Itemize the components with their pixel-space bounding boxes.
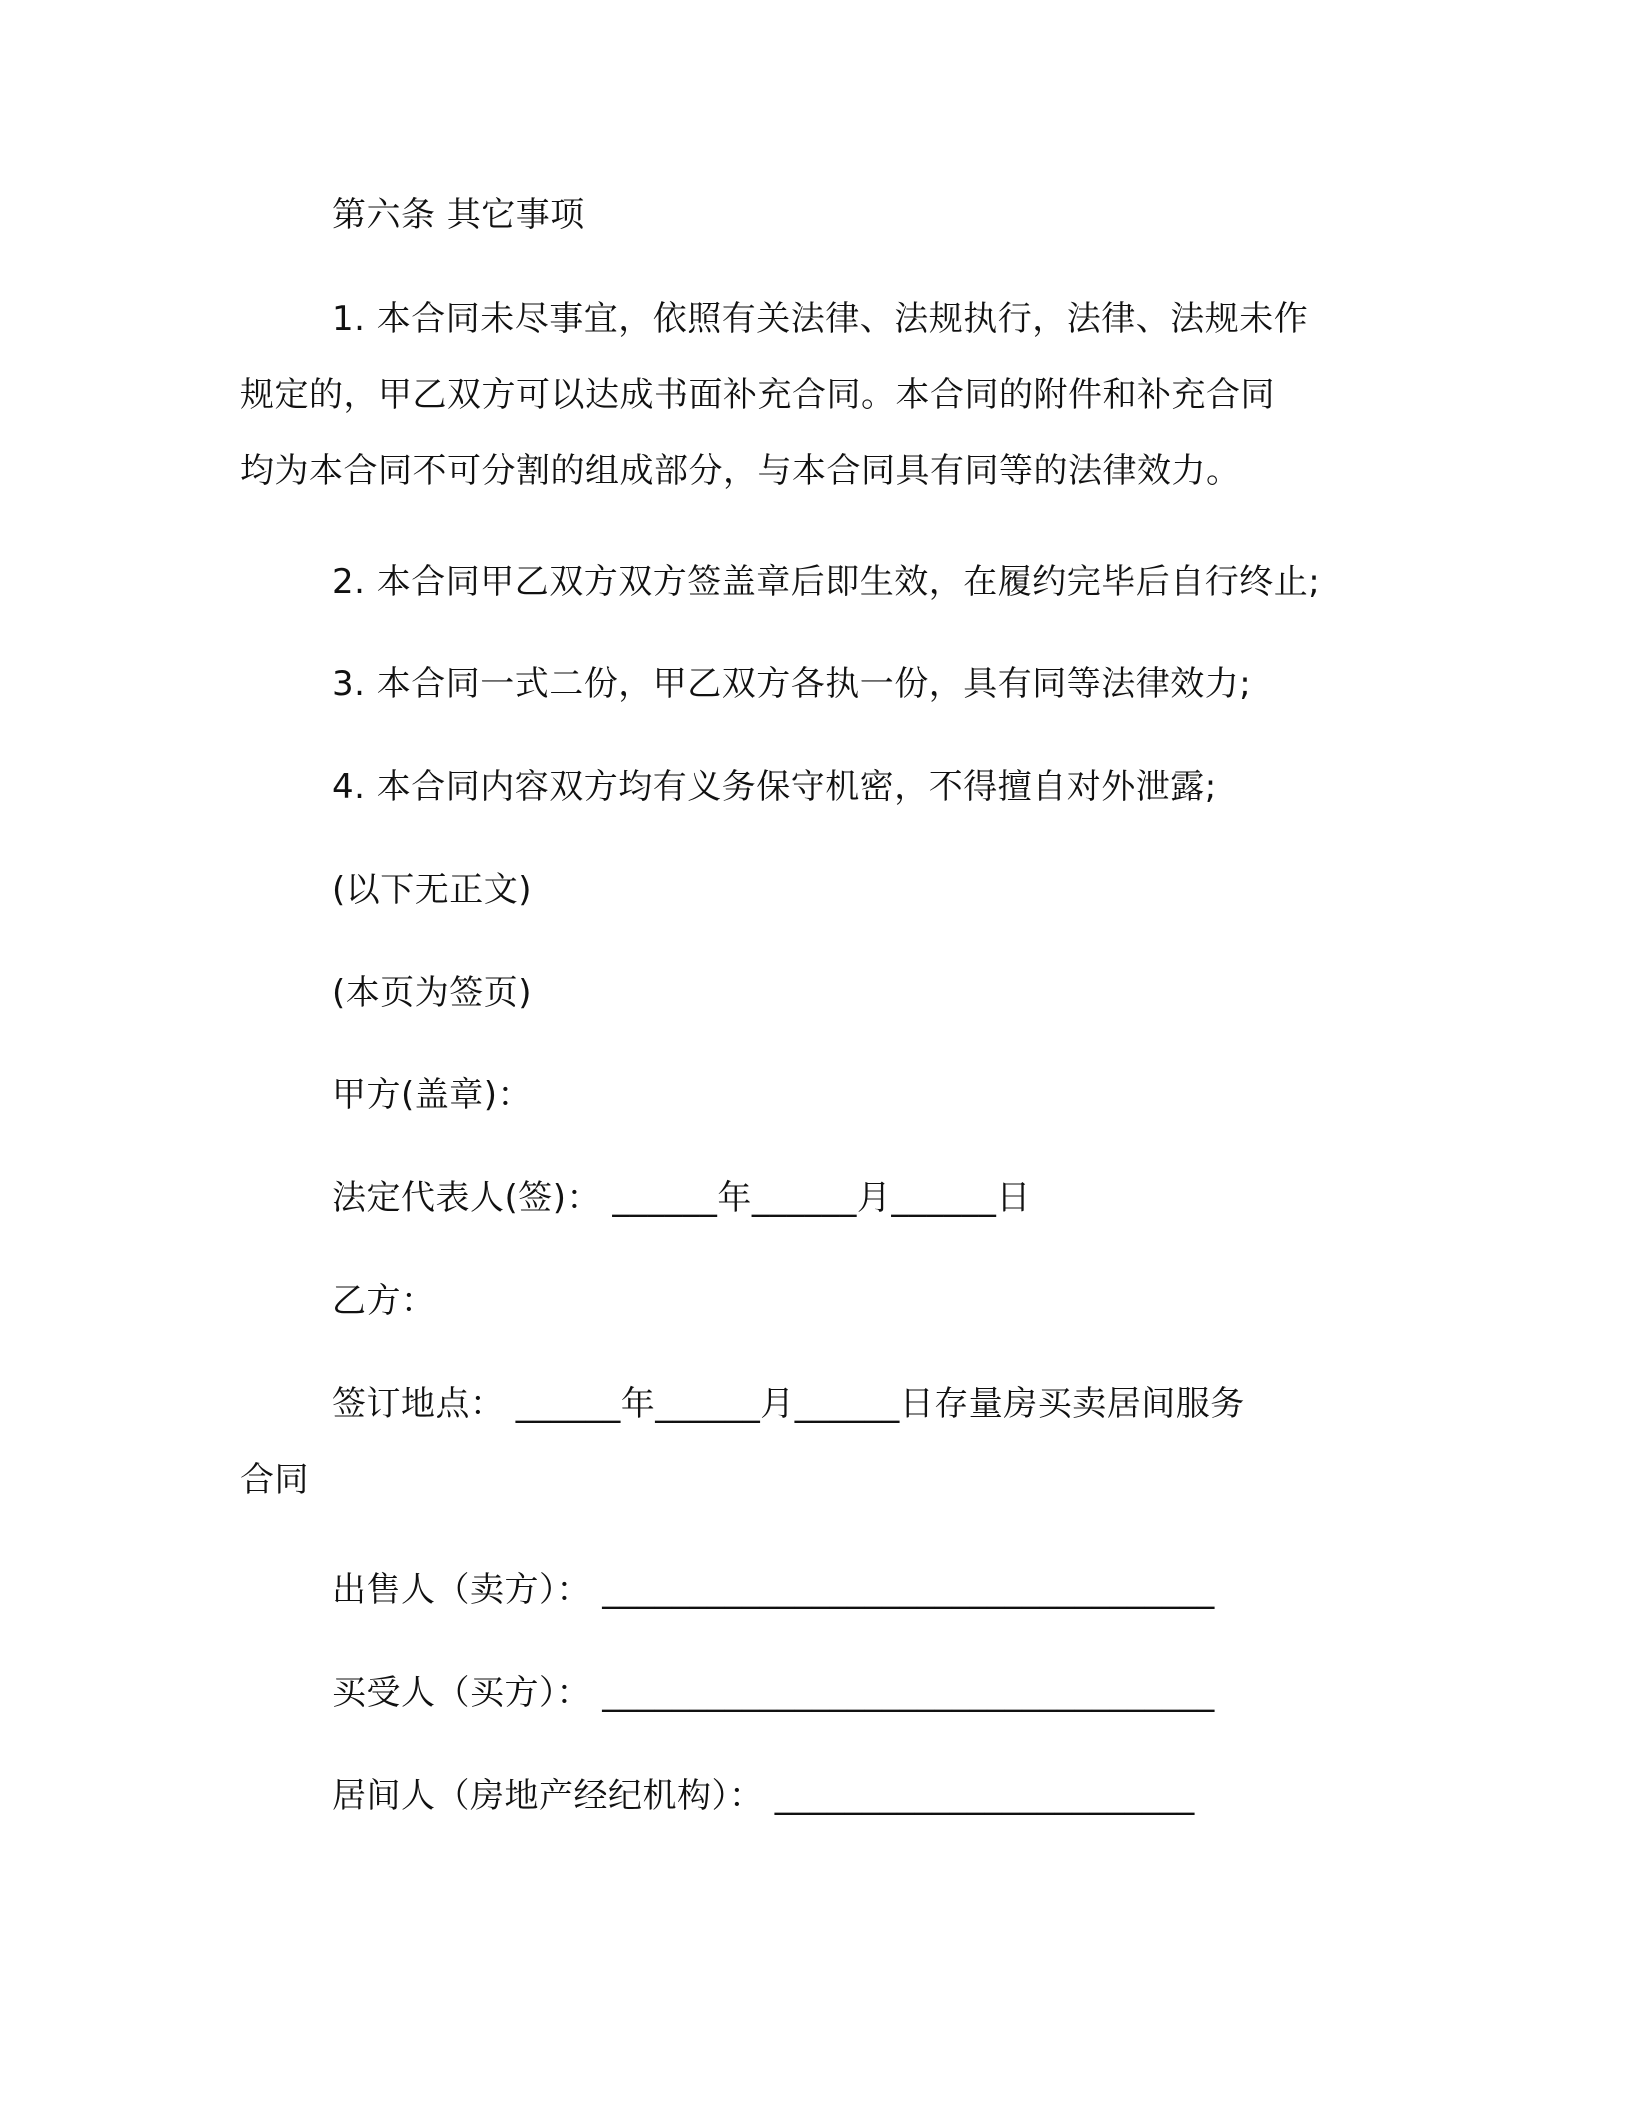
seller-line: 出售人（卖方）： ___________________________________: [332, 1570, 1215, 1610]
item-1-line-2: 规定的，甲乙双方可以达成书面补充合同。本合同的附件和补充合同: [240, 375, 1275, 415]
signing-place-line-2: 合同: [240, 1460, 309, 1500]
item-1-line-1: 1. 本合同未尽事宜，依照有关法律、法规执行，法律、法规未作: [332, 299, 1309, 339]
item-3: 3. 本合同一式二份，甲乙双方各执一份，具有同等法律效力;: [332, 664, 1252, 704]
signature-page-note: (本页为签页): [332, 973, 533, 1013]
item-2: 2. 本合同甲乙双方双方签盖章后即生效，在履约完毕后自行终止;: [332, 562, 1321, 602]
party-b: 乙方：: [332, 1281, 436, 1321]
item-4: 4. 本合同内容双方均有义务保守机密，不得擅自对外泄露;: [332, 767, 1217, 807]
intermediary-line: 居间人（房地产经纪机构）： ________________________: [332, 1776, 1195, 1816]
item-1-line-3: 均为本合同不可分割的组成部分，与本合同具有同等的法律效力。: [240, 451, 1241, 491]
buyer-line: 买受人（买方）： ___________________________________: [332, 1673, 1215, 1713]
no-more-text-note: (以下无正文): [332, 870, 533, 910]
section-heading: 第六条 其它事项: [332, 195, 585, 235]
party-a-seal: 甲方(盖章)：: [332, 1075, 533, 1115]
legal-representative: 法定代表人(签)： ______年______月______日: [332, 1178, 1031, 1218]
signing-place-line-1: 签订地点： ______年______月______日存量房买卖居间服务: [332, 1384, 1245, 1424]
